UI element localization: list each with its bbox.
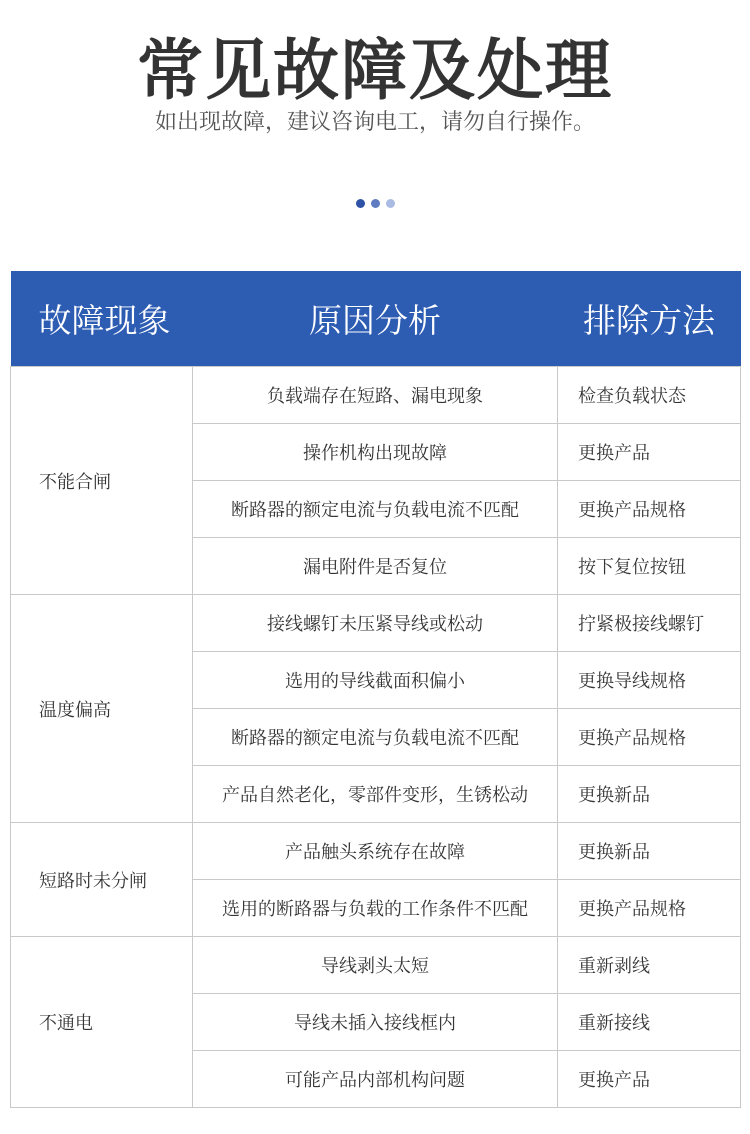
fix-cell: 重新接线	[558, 994, 741, 1051]
table-row	[11, 367, 741, 424]
column-header-cause: 原因分析	[193, 271, 558, 367]
fix-cell: 拧紧极接线螺钉	[558, 595, 741, 652]
fix-cell: 更换新品	[558, 823, 741, 880]
dot-icon	[371, 199, 380, 208]
column-header-fix: 排除方法	[558, 271, 741, 367]
cause-cell: 导线剥头太短	[193, 937, 558, 994]
table-header-row	[11, 271, 741, 367]
page-subtitle: 如出现故障，建议咨询电工，请勿自行操作。	[154, 110, 595, 135]
dot-icon	[356, 199, 365, 208]
table-row	[11, 937, 741, 994]
cause-cell: 断路器的额定电流与负载电流不匹配	[193, 709, 558, 766]
fix-cell: 更换产品	[558, 1051, 741, 1108]
table-row	[11, 823, 741, 880]
symptom-cell: 不能合闸	[11, 367, 193, 595]
cause-cell: 接线螺钉未压紧导线或松动	[193, 595, 558, 652]
fix-cell: 检查负载状态	[558, 367, 741, 424]
fix-cell: 更换导线规格	[558, 652, 741, 709]
symptom-cell: 不通电	[11, 937, 193, 1108]
fix-cell: 按下复位按钮	[558, 538, 741, 595]
fix-cell: 更换产品规格	[558, 481, 741, 538]
cause-cell: 可能产品内部机构问题	[193, 1051, 558, 1108]
fix-cell: 更换新品	[558, 766, 741, 823]
pagination-dots	[0, 199, 750, 208]
fix-cell: 更换产品	[558, 424, 741, 481]
cause-cell: 操作机构出现故障	[193, 424, 558, 481]
cause-cell: 断路器的额定电流与负载电流不匹配	[193, 481, 558, 538]
table-body	[11, 367, 741, 1108]
cause-cell: 产品触头系统存在故障	[193, 823, 558, 880]
symptom-cell: 短路时未分闸	[11, 823, 193, 937]
fault-table	[10, 271, 741, 1108]
cause-cell: 导线未插入接线框内	[193, 994, 558, 1051]
page-title: 常见故障及处理	[137, 32, 613, 109]
symptom-cell: 温度偏高	[11, 595, 193, 823]
cause-cell: 负载端存在短路、漏电现象	[193, 367, 558, 424]
cause-cell: 漏电附件是否复位	[193, 538, 558, 595]
column-header-symptom: 故障现象	[11, 271, 193, 367]
table-row	[11, 595, 741, 652]
cause-cell: 产品自然老化，零部件变形，生锈松动	[193, 766, 558, 823]
fix-cell: 更换产品规格	[558, 880, 741, 937]
cause-cell: 选用的导线截面积偏小	[193, 652, 558, 709]
cause-cell: 选用的断路器与负载的工作条件不匹配	[193, 880, 558, 937]
fix-cell: 更换产品规格	[558, 709, 741, 766]
dot-icon	[386, 199, 395, 208]
fix-cell: 重新剥线	[558, 937, 741, 994]
